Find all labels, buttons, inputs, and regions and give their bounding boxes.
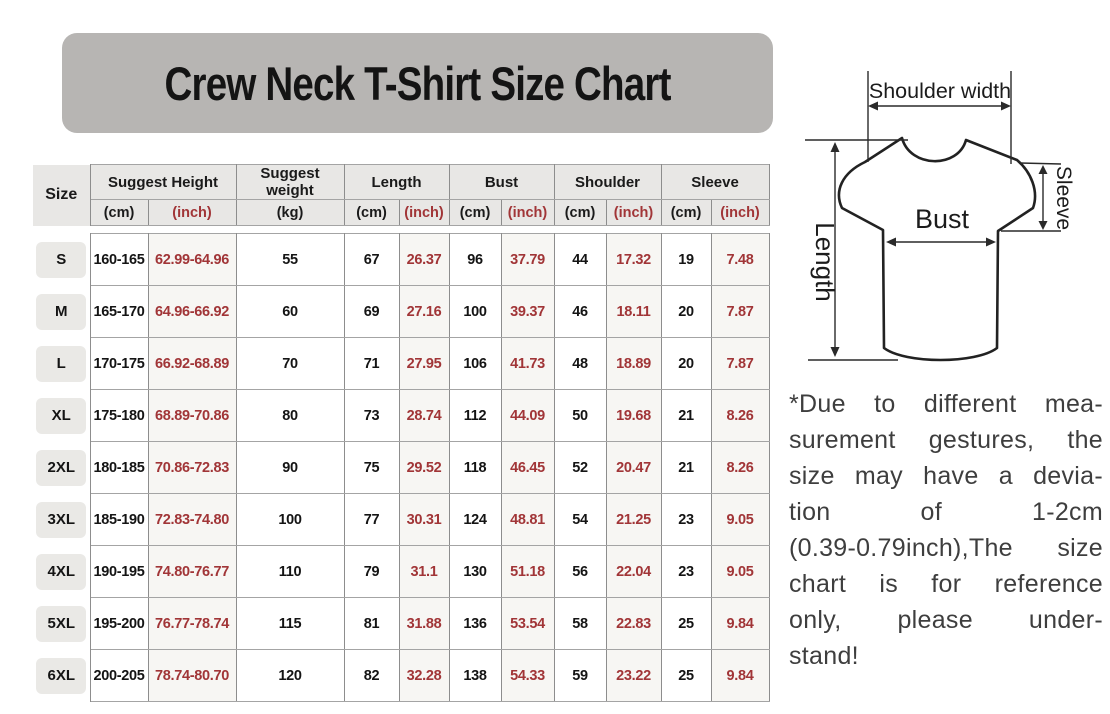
size-chip: 5XL <box>36 606 86 642</box>
cm-value-cell: 175-180 <box>90 390 148 442</box>
cm-value-cell: 100 <box>236 494 344 546</box>
cm-value-cell: 56 <box>554 546 606 598</box>
inch-value-cell: 19.68 <box>606 390 661 442</box>
note-line: chart is for reference <box>789 570 1103 598</box>
bust-label: Bust <box>914 204 970 234</box>
inch-value-cell: 22.83 <box>606 598 661 650</box>
size-chip: 2XL <box>36 450 86 486</box>
inch-value-cell: 8.26 <box>711 390 769 442</box>
cm-value-cell: 69 <box>344 286 399 338</box>
column-group-header: Shoulder <box>554 165 661 200</box>
cm-value-cell: 20 <box>661 338 711 390</box>
cm-value-cell: 136 <box>449 598 501 650</box>
inch-value-cell: 20.47 <box>606 442 661 494</box>
title-banner <box>62 33 773 133</box>
table-row <box>33 286 769 338</box>
cm-value-cell: 195-200 <box>90 598 148 650</box>
cm-value-cell: 52 <box>554 442 606 494</box>
inch-value-cell: 51.18 <box>501 546 554 598</box>
inch-value-cell: 72.83-74.80 <box>148 494 236 546</box>
inch-value-cell: 8.26 <box>711 442 769 494</box>
cm-value-cell: 170-175 <box>90 338 148 390</box>
cm-value-cell: 118 <box>449 442 501 494</box>
cm-value-cell: 46 <box>554 286 606 338</box>
cm-value-cell: 48 <box>554 338 606 390</box>
cm-value-cell: 115 <box>236 598 344 650</box>
cm-value-cell: 73 <box>344 390 399 442</box>
cm-value-cell: 21 <box>661 442 711 494</box>
cm-value-cell: 58 <box>554 598 606 650</box>
column-header-size: Size <box>33 165 90 226</box>
shoulder-width-label: Shoulder width <box>868 79 1012 103</box>
inch-value-cell: 54.33 <box>501 650 554 702</box>
unit-header: (inch) <box>501 200 554 226</box>
unit-header: (kg) <box>236 200 344 226</box>
cm-value-cell: 70 <box>236 338 344 390</box>
cm-value-cell: 55 <box>236 234 344 286</box>
cm-value-cell: 124 <box>449 494 501 546</box>
inch-value-cell: 7.87 <box>711 286 769 338</box>
inch-value-cell: 29.52 <box>399 442 449 494</box>
size-cell <box>33 650 90 702</box>
inch-value-cell: 27.95 <box>399 338 449 390</box>
cm-value-cell: 21 <box>661 390 711 442</box>
column-group-header: Suggest Height <box>90 165 236 200</box>
cm-value-cell: 165-170 <box>90 286 148 338</box>
cm-value-cell: 90 <box>236 442 344 494</box>
size-cell <box>33 494 90 546</box>
size-chip: L <box>36 346 86 382</box>
inch-value-cell: 41.73 <box>501 338 554 390</box>
cm-value-cell: 75 <box>344 442 399 494</box>
cm-value-cell: 100 <box>449 286 501 338</box>
table-row <box>33 390 769 442</box>
inch-value-cell: 9.84 <box>711 598 769 650</box>
inch-value-cell: 7.48 <box>711 234 769 286</box>
cm-value-cell: 23 <box>661 546 711 598</box>
cm-value-cell: 25 <box>661 650 711 702</box>
measurement-note <box>789 386 1103 674</box>
column-group-header: Suggest weight <box>236 165 344 200</box>
cm-value-cell: 50 <box>554 390 606 442</box>
tshirt-diagram <box>780 30 1110 390</box>
inch-value-cell: 64.96-66.92 <box>148 286 236 338</box>
note-line: *Due to different mea- <box>789 390 1103 418</box>
size-cell <box>33 338 90 390</box>
inch-value-cell: 78.74-80.70 <box>148 650 236 702</box>
size-chip: 6XL <box>36 658 86 694</box>
unit-header: (cm) <box>344 200 399 226</box>
column-group-header: Length <box>344 165 449 200</box>
cm-value-cell: 120 <box>236 650 344 702</box>
cm-value-cell: 180-185 <box>90 442 148 494</box>
note-line: stand! <box>789 642 859 670</box>
unit-header: (inch) <box>711 200 769 226</box>
size-cell <box>33 286 90 338</box>
cm-value-cell: 60 <box>236 286 344 338</box>
cm-value-cell: 67 <box>344 234 399 286</box>
inch-value-cell: 18.89 <box>606 338 661 390</box>
unit-header: (cm) <box>90 200 148 226</box>
cm-value-cell: 79 <box>344 546 399 598</box>
inch-value-cell: 39.37 <box>501 286 554 338</box>
table-row <box>33 494 769 546</box>
note-line: only, please under- <box>789 606 1103 634</box>
column-group-header: Sleeve <box>661 165 769 200</box>
inch-value-cell: 30.31 <box>399 494 449 546</box>
size-cell <box>33 598 90 650</box>
unit-header: (cm) <box>554 200 606 226</box>
length-label: Length <box>810 222 840 302</box>
inch-value-cell: 7.87 <box>711 338 769 390</box>
cm-value-cell: 20 <box>661 286 711 338</box>
note-line: size may have a devia- <box>789 462 1103 490</box>
size-table-container <box>33 164 770 702</box>
inch-value-cell: 37.79 <box>501 234 554 286</box>
size-cell <box>33 546 90 598</box>
cm-value-cell: 185-190 <box>90 494 148 546</box>
inch-value-cell: 9.05 <box>711 494 769 546</box>
inch-value-cell: 53.54 <box>501 598 554 650</box>
inch-value-cell: 18.11 <box>606 286 661 338</box>
cm-value-cell: 80 <box>236 390 344 442</box>
cm-value-cell: 44 <box>554 234 606 286</box>
size-chip: 3XL <box>36 502 86 538</box>
inch-value-cell: 46.45 <box>501 442 554 494</box>
unit-header: (inch) <box>399 200 449 226</box>
table-row <box>33 338 769 390</box>
inch-value-cell: 62.99-64.96 <box>148 234 236 286</box>
inch-value-cell: 48.81 <box>501 494 554 546</box>
size-cell <box>33 234 90 286</box>
inch-value-cell: 76.77-78.74 <box>148 598 236 650</box>
cm-value-cell: 23 <box>661 494 711 546</box>
inch-value-cell: 27.16 <box>399 286 449 338</box>
cm-value-cell: 190-195 <box>90 546 148 598</box>
unit-header: (cm) <box>449 200 501 226</box>
note-line: surement gestures, the <box>789 426 1103 454</box>
inch-value-cell: 28.74 <box>399 390 449 442</box>
inch-value-cell: 26.37 <box>399 234 449 286</box>
cm-value-cell: 130 <box>449 546 501 598</box>
tshirt-outline <box>839 138 1035 360</box>
size-cell <box>33 390 90 442</box>
cm-value-cell: 160-165 <box>90 234 148 286</box>
note-line: (0.39-0.79inch),The size <box>789 534 1103 562</box>
cm-value-cell: 106 <box>449 338 501 390</box>
size-chip: M <box>36 294 86 330</box>
inch-value-cell: 23.22 <box>606 650 661 702</box>
unit-header: (inch) <box>148 200 236 226</box>
inch-value-cell: 74.80-76.77 <box>148 546 236 598</box>
inch-value-cell: 68.89-70.86 <box>148 390 236 442</box>
size-chip: S <box>36 242 86 278</box>
header-body-gap <box>33 226 769 234</box>
cm-value-cell: 71 <box>344 338 399 390</box>
inch-value-cell: 17.32 <box>606 234 661 286</box>
size-table <box>33 164 770 702</box>
cm-value-cell: 19 <box>661 234 711 286</box>
cm-value-cell: 25 <box>661 598 711 650</box>
table-row <box>33 546 769 598</box>
table-row <box>33 442 769 494</box>
column-group-header: Bust <box>449 165 554 200</box>
inch-value-cell: 66.92-68.89 <box>148 338 236 390</box>
note-line: tion of 1-2cm <box>789 498 1103 526</box>
tshirt-diagram-svg <box>780 30 1110 390</box>
cm-value-cell: 112 <box>449 390 501 442</box>
inch-value-cell: 44.09 <box>501 390 554 442</box>
inch-value-cell: 32.28 <box>399 650 449 702</box>
cm-value-cell: 200-205 <box>90 650 148 702</box>
cm-value-cell: 110 <box>236 546 344 598</box>
cm-value-cell: 59 <box>554 650 606 702</box>
unit-header: (cm) <box>661 200 711 226</box>
table-row <box>33 650 769 702</box>
size-chip: 4XL <box>36 554 86 590</box>
cm-value-cell: 81 <box>344 598 399 650</box>
table-row <box>33 598 769 650</box>
page-title: Crew Neck T-Shirt Size Chart <box>164 56 671 110</box>
inch-value-cell: 21.25 <box>606 494 661 546</box>
cm-value-cell: 138 <box>449 650 501 702</box>
inch-value-cell: 70.86-72.83 <box>148 442 236 494</box>
inch-value-cell: 9.05 <box>711 546 769 598</box>
size-chip: XL <box>36 398 86 434</box>
cm-value-cell: 96 <box>449 234 501 286</box>
inch-value-cell: 31.1 <box>399 546 449 598</box>
cm-value-cell: 54 <box>554 494 606 546</box>
unit-header: (inch) <box>606 200 661 226</box>
inch-value-cell: 9.84 <box>711 650 769 702</box>
table-row <box>33 234 769 286</box>
cm-value-cell: 82 <box>344 650 399 702</box>
sleeve-label: Sleeve <box>1052 165 1075 231</box>
cm-value-cell: 77 <box>344 494 399 546</box>
inch-value-cell: 31.88 <box>399 598 449 650</box>
size-cell <box>33 442 90 494</box>
inch-value-cell: 22.04 <box>606 546 661 598</box>
